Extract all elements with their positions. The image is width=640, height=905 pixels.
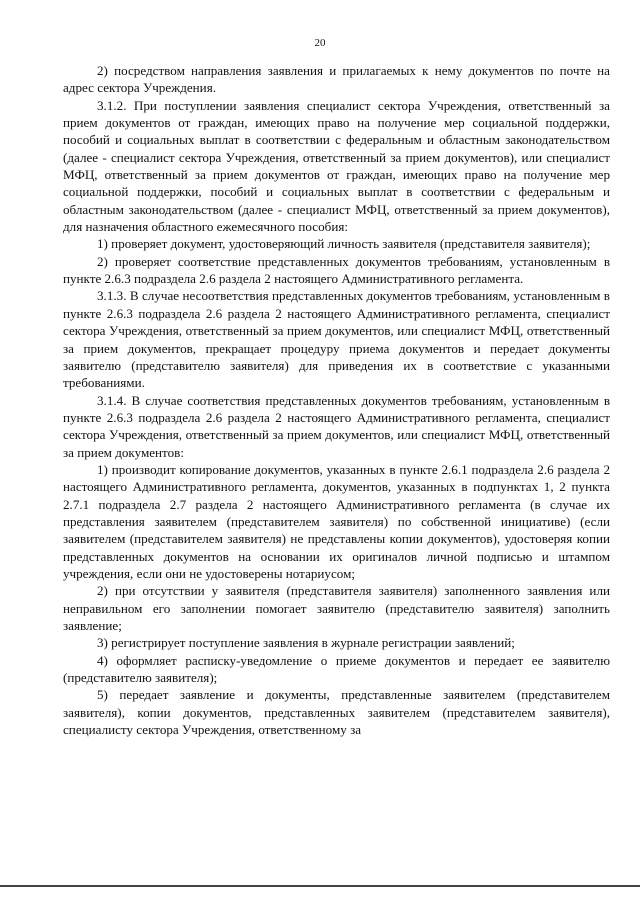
paragraph-transfer-documents: 5) передает заявление и документы, представленные заявителем (представителем заявителя), копии документов, представленных заявителем (представителем заявителя), специалисту сектора Учреждения, ответственному за: [63, 687, 610, 738]
paragraph-issue-receipt: 4) оформляет расписку-уведомление о приеме документов и передает ее заявителю (представителю заявителя);: [63, 652, 610, 686]
paragraph-3-1-2: 3.1.2. При поступлении заявления специалист сектора Учреждения, ответственный за прием документов от граждан, имеющих право на получение мер социальной поддержки, пособий и социальных выплат в соответствии с федеральным и областным законодательством (далее - специалист сектора Учреждения, ответственный за прием документов), или специалист МФЦ, ответственный за прием документов от граждан, имеющих право на получение мер социальной поддержки, пособий и социальных выплат в соответствии с федеральным и областным законодательством (далее - специалист МФЦ, ответственный за прием документов), для назначения областного ежемесячного пособия:: [63, 97, 610, 235]
document-body: [63, 62, 610, 738]
paragraph-submission-by-mail: 2) посредством направления заявления и прилагаемых к нему документов по почте на адрес сектора Учреждения.: [63, 63, 610, 96]
paragraph-3-1-3: 3.1.3. В случае несоответствия представленных документов требованиям, установленным в пункте 2.6.3 подраздела 2.6 раздела 2 настоящего Административного регламента, специалист сектора Учреждения, ответственный за прием документов, или специалист МФЦ, ответственный за прием документов, прекращает процедуру приема документов и передает документы заявителю (представителю заявителя) для приведения их в соответствие с указанными требованиями.: [63, 288, 610, 391]
paragraph-check-compliance: 2) проверяет соответствие представленных документов требованиям, установленным в пункте 2.6.3 подраздела 2.6 раздела 2 настоящего Административного регламента.: [63, 253, 610, 287]
paragraph-check-identity: 1) проверяет документ, удостоверяющий личность заявителя (представителя заявителя);: [97, 236, 591, 252]
paragraph-3-1-4: 3.1.4. В случае соответствия представленных документов требованиям, установленным в пункте 2.6.3 подраздела 2.6 раздела 2 настоящего Административного регламента, специалист сектора Учреждения, ответственный за прием документов, или специалист МФЦ, ответственный за прием документов:: [63, 392, 610, 460]
paragraph-copy-documents: 1) производит копирование документов, указанных в пункте 2.6.1 подраздела 2.6 раздела 2 настоящего Административного регламента, документов, указанных в подпунктах 1, 2 пункта 2.7.1 подраздела 2.7 раздела 2 настоящего Административного регламента (в случае их представления заявителем (представителем заявителя) по собственной инициативе) (если заявителем (представителем заявителя) не представлены копии документов), удостоверяя копии представленных документов на основании их оригиналов личной подписью и штампом учреждения, если они не удостоверены нотариусом;: [63, 461, 610, 581]
paragraph-help-fill-application: 2) при отсутствии у заявителя (представителя заявителя) заполненного заявления или неправильном его заполнении помогает заявителю (представителю заявителя) заполнить заявление;: [63, 583, 610, 633]
page-number: 20: [314, 37, 326, 49]
paragraph-register-application: 3) регистрирует поступление заявления в журнале регистрации заявлений;: [97, 635, 515, 651]
bottom-divider: [0, 885, 640, 887]
